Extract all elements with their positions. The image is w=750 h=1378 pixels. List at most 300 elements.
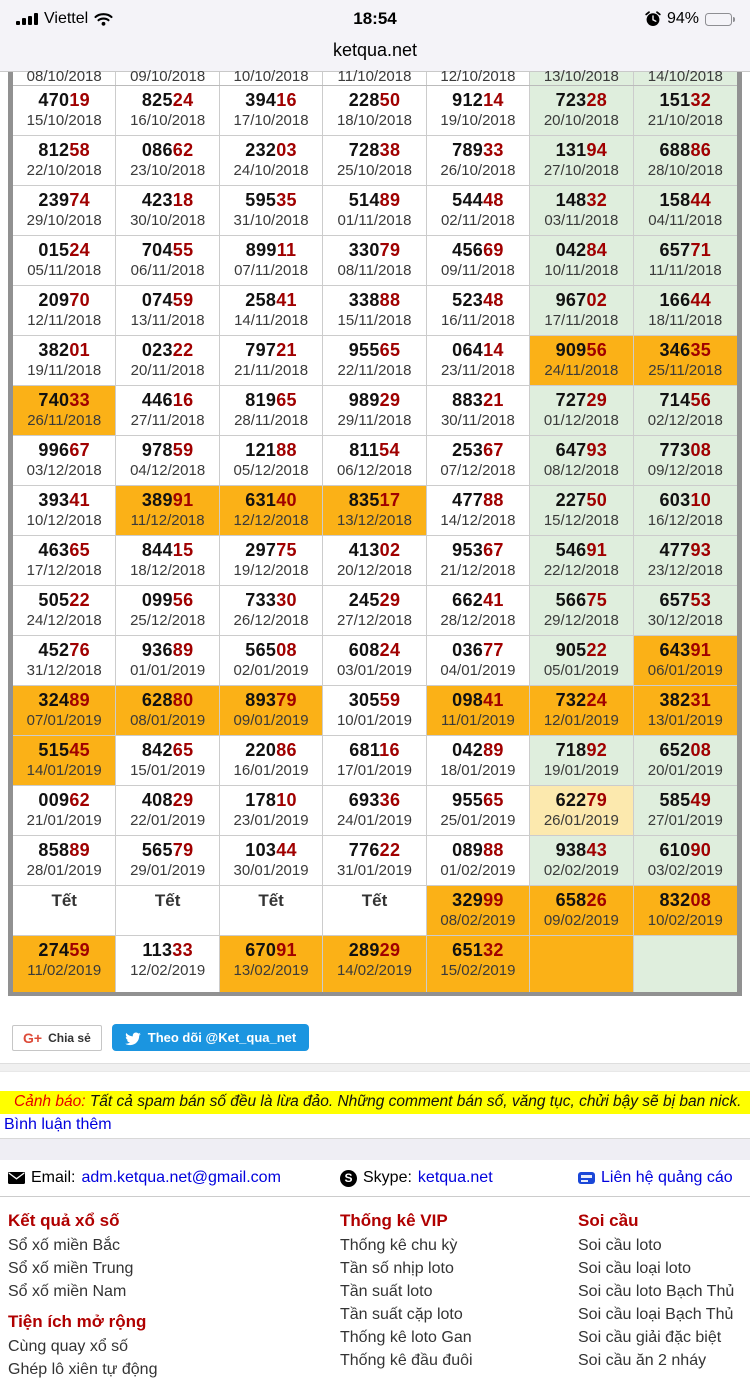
- result-cell[interactable]: [116, 586, 219, 635]
- result-date: 20/01/2019: [647, 762, 723, 779]
- result-date: 20/12/2018: [336, 562, 413, 579]
- result-date: 06/01/2019: [647, 662, 723, 679]
- result-cell[interactable]: [530, 436, 633, 485]
- result-number: 09841: [452, 690, 504, 710]
- result-cell[interactable]: [323, 186, 426, 235]
- result-number: 23203: [245, 140, 297, 160]
- result-number: 40829: [141, 790, 194, 810]
- result-date: 14/11/2018: [234, 312, 309, 329]
- result-cell[interactable]: [116, 286, 219, 335]
- result-number: 38231: [659, 690, 712, 710]
- result-cell[interactable]: [323, 786, 426, 835]
- result-cell[interactable]: [220, 886, 323, 935]
- result-cell[interactable]: [427, 586, 530, 635]
- result-cell[interactable]: [427, 236, 530, 285]
- result-date: 24/10/2018: [233, 162, 309, 179]
- result-cell[interactable]: [323, 486, 426, 535]
- result-cell[interactable]: [530, 236, 633, 285]
- result-cell[interactable]: [116, 686, 219, 735]
- result-date: 02/01/2019: [233, 662, 309, 679]
- footer-item[interactable]: Soi cầu loto Bạch Thủ: [578, 1283, 735, 1300]
- result-date: 28/12/2018: [440, 612, 516, 629]
- result-cell[interactable]: [427, 886, 530, 935]
- result-cell[interactable]: [220, 486, 323, 535]
- result-cell[interactable]: [13, 486, 116, 535]
- result-number: 59535: [245, 190, 297, 210]
- footer-item[interactable]: Ghép lô xiên tự động: [8, 1361, 158, 1378]
- result-number: 17810: [245, 790, 297, 810]
- result-number: 64391: [659, 640, 712, 660]
- result-cell[interactable]: [427, 136, 530, 185]
- result-date: 23/12/2018: [647, 562, 723, 579]
- footer-item[interactable]: Sổ xố miền Bắc: [8, 1237, 121, 1254]
- gplus-icon: G+: [23, 1029, 43, 1046]
- result-cell[interactable]: [116, 486, 219, 535]
- result-number: 79721: [245, 340, 297, 360]
- result-cell[interactable]: [13, 86, 116, 135]
- result-cell[interactable]: [220, 186, 323, 235]
- result-cell[interactable]: [634, 286, 737, 335]
- result-date: 18/11/2018: [648, 312, 723, 329]
- comments-link[interactable]: Bình luận thêm: [4, 1116, 112, 1133]
- ads-icon: [578, 1172, 595, 1184]
- result-cell[interactable]: [530, 68, 633, 85]
- result-number: 96702: [555, 290, 608, 310]
- result-cell[interactable]: [13, 786, 116, 835]
- result-number: 97859: [141, 440, 194, 460]
- result-cell[interactable]: [220, 336, 323, 385]
- result-date: 05/01/2019: [543, 662, 619, 679]
- result-number: 72729: [555, 390, 608, 410]
- result-date: 23/01/2019: [233, 812, 309, 829]
- result-number: 56579: [141, 840, 194, 860]
- footer-item[interactable]: Sổ xố miền Trung: [8, 1260, 134, 1277]
- result-date: 02/02/2019: [543, 862, 619, 879]
- result-cell[interactable]: [634, 886, 737, 935]
- result-date: 22/11/2018: [337, 362, 412, 379]
- result-number: 27459: [38, 940, 90, 960]
- result-cell[interactable]: [116, 336, 219, 385]
- result-date: 17/12/2018: [26, 562, 102, 579]
- result-cell[interactable]: [13, 336, 116, 385]
- result-cell[interactable]: [13, 586, 116, 635]
- result-cell[interactable]: [427, 786, 530, 835]
- result-date: 13/10/2018: [543, 68, 619, 85]
- result-cell[interactable]: [323, 86, 426, 135]
- result-cell[interactable]: [530, 186, 633, 235]
- result-number: 30559: [348, 690, 401, 710]
- result-date: 13/12/2018: [336, 512, 413, 529]
- result-date: 28/11/2018: [234, 412, 309, 429]
- result-date: 27/01/2019: [647, 812, 723, 829]
- result-date: 08/10/2018: [26, 68, 102, 85]
- result-cell[interactable]: [220, 386, 323, 435]
- result-date: 14/02/2019: [336, 962, 413, 979]
- result-date: 01/01/2019: [130, 662, 206, 679]
- result-cell[interactable]: [220, 586, 323, 635]
- table-row: [13, 336, 737, 386]
- result-cell[interactable]: [634, 586, 737, 635]
- result-cell[interactable]: [427, 286, 530, 335]
- result-cell[interactable]: [13, 68, 116, 85]
- result-cell[interactable]: [530, 86, 633, 135]
- result-date: 16/11/2018: [440, 312, 515, 329]
- result-date: 25/01/2019: [440, 812, 516, 829]
- result-date: 03/12/2018: [26, 462, 102, 479]
- result-cell[interactable]: [427, 536, 530, 585]
- result-date: 24/11/2018: [544, 362, 619, 379]
- skype-link[interactable]: ketqua.net: [417, 1169, 493, 1186]
- result-cell[interactable]: [220, 286, 323, 335]
- table-row: [13, 436, 737, 486]
- result-date: 08/12/2018: [543, 462, 619, 479]
- result-number: 98929: [348, 390, 401, 410]
- result-cell[interactable]: [116, 886, 219, 935]
- result-cell[interactable]: [13, 936, 116, 992]
- result-cell[interactable]: [323, 586, 426, 635]
- result-cell[interactable]: [427, 86, 530, 135]
- result-cell[interactable]: [427, 836, 530, 885]
- footer-section-header: Kết quả xổ số: [8, 1211, 120, 1230]
- result-cell[interactable]: [323, 286, 426, 335]
- result-number: 61090: [659, 840, 712, 860]
- result-cell[interactable]: [427, 686, 530, 735]
- result-number: 82524: [141, 90, 194, 110]
- result-number: 16644: [659, 290, 712, 310]
- result-cell[interactable]: [530, 536, 633, 585]
- result-cell[interactable]: [220, 236, 323, 285]
- footer-item[interactable]: Sổ xố miền Nam: [8, 1283, 127, 1300]
- result-date: 29/10/2018: [26, 212, 102, 229]
- result-number: 29775: [245, 540, 297, 560]
- result-date: 29/11/2018: [337, 412, 412, 429]
- battery-icon: [705, 13, 732, 26]
- result-cell[interactable]: [323, 636, 426, 685]
- footer-item[interactable]: Tần số nhịp loto: [340, 1260, 454, 1277]
- twitter-follow-label: Theo dõi @Ket_qua_net: [147, 1030, 297, 1045]
- page-title[interactable]: ketqua.net: [0, 38, 750, 72]
- result-cell[interactable]: [530, 336, 633, 385]
- footer-item[interactable]: Soi cầu giải đặc biệt: [578, 1329, 722, 1346]
- result-cell[interactable]: [116, 386, 219, 435]
- result-cell[interactable]: [634, 836, 737, 885]
- footer-item[interactable]: Cùng quay xổ số: [8, 1338, 129, 1355]
- table-row: [13, 136, 737, 186]
- result-number: 07459: [141, 290, 194, 310]
- result-number: 23974: [38, 190, 90, 210]
- email-link[interactable]: adm.ketqua.net@gmail.com: [81, 1169, 281, 1186]
- result-number: 03677: [452, 640, 504, 660]
- carrier-label: Viettel: [44, 10, 89, 27]
- result-number: 41302: [348, 540, 401, 560]
- result-number: 33888: [348, 290, 401, 310]
- gplus-share-button[interactable]: [12, 1025, 102, 1051]
- result-cell[interactable]: [220, 536, 323, 585]
- result-number: 09956: [141, 590, 194, 610]
- footer-item[interactable]: Soi cầu loại Bạch Thủ: [578, 1306, 734, 1323]
- result-cell[interactable]: [634, 86, 737, 135]
- twitter-follow-button[interactable]: [112, 1024, 309, 1051]
- result-number: 56508: [245, 640, 297, 660]
- result-cell[interactable]: [634, 436, 737, 485]
- result-cell[interactable]: [530, 836, 633, 885]
- result-cell[interactable]: [13, 686, 116, 735]
- footer-item[interactable]: Thống kê chu kỳ: [340, 1237, 458, 1254]
- result-number: 02322: [141, 340, 194, 360]
- result-date: 07/12/2018: [440, 462, 516, 479]
- result-cell[interactable]: [323, 736, 426, 785]
- result-cell[interactable]: [427, 186, 530, 235]
- result-date: 12/02/2019: [130, 962, 206, 979]
- result-cell[interactable]: [116, 936, 219, 992]
- result-cell[interactable]: [634, 686, 737, 735]
- result-number: 47793: [659, 540, 712, 560]
- result-date: 26/10/2018: [440, 162, 516, 179]
- result-date: 19/11/2018: [27, 362, 102, 379]
- result-number: 33079: [348, 240, 401, 260]
- result-number: 20970: [38, 290, 90, 310]
- result-cell[interactable]: [220, 836, 323, 885]
- footer-item[interactable]: Thống kê loto Gan: [340, 1329, 472, 1346]
- status-bar: [0, 0, 750, 38]
- result-date: 10/10/2018: [233, 68, 309, 85]
- result-date: 03/02/2019: [647, 862, 723, 879]
- result-date: 17/01/2019: [336, 762, 413, 779]
- result-number: 70455: [141, 240, 194, 260]
- result-date: 01/02/2019: [440, 862, 516, 879]
- result-cell[interactable]: [634, 236, 737, 285]
- result-cell[interactable]: [634, 736, 737, 785]
- result-cell[interactable]: [530, 736, 633, 785]
- result-date: 16/10/2018: [130, 112, 206, 129]
- result-cell[interactable]: [530, 136, 633, 185]
- result-cell[interactable]: [530, 686, 633, 735]
- result-cell[interactable]: [13, 436, 116, 485]
- result-number: 15844: [659, 190, 712, 210]
- result-cell[interactable]: [116, 86, 219, 135]
- result-date: 08/01/2019: [130, 712, 206, 729]
- footer-item[interactable]: Soi cầu ăn 2 nháy: [578, 1352, 707, 1369]
- email-label: Email:: [31, 1169, 76, 1186]
- result-cell[interactable]: [220, 736, 323, 785]
- result-number: 28929: [348, 940, 401, 960]
- result-cell[interactable]: [220, 936, 323, 992]
- result-cell[interactable]: [116, 136, 219, 185]
- result-number: 47788: [452, 490, 504, 510]
- result-number: 77308: [659, 440, 712, 460]
- result-number: 42318: [141, 190, 194, 210]
- result-date: 24/01/2019: [336, 812, 413, 829]
- result-cell[interactable]: [116, 436, 219, 485]
- result-cell[interactable]: [530, 636, 633, 685]
- table-row: [13, 86, 737, 136]
- result-number: 22086: [245, 740, 297, 760]
- result-number: 65826: [555, 890, 608, 910]
- result-cell[interactable]: [220, 686, 323, 735]
- result-date: 25/12/2018: [130, 612, 206, 629]
- result-number: 32999: [452, 890, 504, 910]
- result-cell[interactable]: [427, 436, 530, 485]
- result-cell[interactable]: [323, 536, 426, 585]
- result-number: 15132: [659, 90, 712, 110]
- result-date: 08/11/2018: [337, 262, 412, 279]
- result-cell[interactable]: [530, 486, 633, 535]
- result-cell[interactable]: [634, 636, 737, 685]
- result-cell[interactable]: [530, 586, 633, 635]
- result-cell[interactable]: [530, 286, 633, 335]
- result-number: 73330: [245, 590, 297, 610]
- result-date: 21/01/2019: [26, 812, 102, 829]
- result-cell[interactable]: [13, 736, 116, 785]
- browser-chrome: [0, 0, 750, 72]
- result-number: 72838: [348, 140, 401, 160]
- result-cell[interactable]: [427, 636, 530, 685]
- result-number: 84415: [141, 540, 194, 560]
- result-cell[interactable]: [427, 486, 530, 535]
- result-cell[interactable]: [220, 636, 323, 685]
- result-date: 28/01/2019: [26, 862, 102, 879]
- result-number: 91214: [452, 90, 504, 110]
- footer-section-header: Thống kê VIP: [340, 1211, 448, 1230]
- result-date: 22/10/2018: [26, 162, 102, 179]
- result-cell[interactable]: [220, 436, 323, 485]
- result-cell[interactable]: [323, 336, 426, 385]
- result-cell[interactable]: [220, 68, 323, 85]
- result-cell[interactable]: [634, 936, 737, 992]
- ads-link[interactable]: Liên hệ quảng cáo: [601, 1169, 733, 1186]
- warning-label: Cảnh báo:: [14, 1093, 86, 1110]
- footer-section-header: Tiện ích mở rộng: [8, 1312, 147, 1331]
- result-cell[interactable]: [13, 136, 116, 185]
- result-cell[interactable]: [634, 68, 737, 85]
- result-cell[interactable]: [427, 736, 530, 785]
- footer-item[interactable]: Soi cầu loại loto: [578, 1260, 691, 1277]
- footer-item[interactable]: Thống kê đầu đuôi: [340, 1352, 473, 1369]
- result-date: 18/01/2019: [440, 762, 516, 779]
- result-cell[interactable]: [13, 186, 116, 235]
- result-cell[interactable]: [220, 786, 323, 835]
- result-cell[interactable]: [13, 836, 116, 885]
- result-cell[interactable]: [323, 136, 426, 185]
- result-date: 31/01/2019: [336, 862, 413, 879]
- result-cell[interactable]: [13, 536, 116, 585]
- result-cell[interactable]: [13, 886, 116, 935]
- result-cell[interactable]: [530, 936, 633, 992]
- result-cell[interactable]: [634, 536, 737, 585]
- result-cell[interactable]: [116, 68, 219, 85]
- result-cell[interactable]: [530, 886, 633, 935]
- result-number: 34635: [659, 340, 712, 360]
- result-number: 93689: [141, 640, 194, 660]
- result-cell[interactable]: [116, 736, 219, 785]
- result-number: 65208: [659, 740, 712, 760]
- result-number: 46365: [38, 540, 90, 560]
- result-cell[interactable]: [427, 936, 530, 992]
- result-date: 11/01/2019: [440, 712, 515, 729]
- result-cell[interactable]: [116, 536, 219, 585]
- result-cell[interactable]: [220, 136, 323, 185]
- result-cell[interactable]: [323, 236, 426, 285]
- result-cell[interactable]: [427, 336, 530, 385]
- table-row: [13, 536, 737, 586]
- result-number: 65771: [659, 240, 712, 260]
- result-cell[interactable]: [427, 68, 530, 85]
- result-number: 67091: [245, 940, 297, 960]
- result-cell[interactable]: [116, 186, 219, 235]
- footer-item[interactable]: Tần suất loto: [340, 1283, 433, 1300]
- result-cell[interactable]: [634, 336, 737, 385]
- result-cell[interactable]: [13, 386, 116, 435]
- result-date: 19/10/2018: [440, 112, 516, 129]
- result-number: 88321: [452, 390, 504, 410]
- result-cell[interactable]: [220, 86, 323, 135]
- result-cell[interactable]: [116, 786, 219, 835]
- result-number: 08662: [141, 140, 194, 160]
- result-number: 65753: [659, 590, 712, 610]
- table-row: [13, 936, 737, 992]
- result-cell[interactable]: [634, 386, 737, 435]
- result-date: 17/10/2018: [233, 112, 309, 129]
- result-number: 81154: [349, 440, 400, 460]
- result-cell[interactable]: [530, 786, 633, 835]
- skype-group: [340, 1169, 578, 1187]
- result-cell[interactable]: [323, 686, 426, 735]
- result-date: 09/01/2019: [233, 712, 309, 729]
- result-cell[interactable]: [323, 436, 426, 485]
- result-number: 77622: [348, 840, 401, 860]
- result-date: 10/11/2018: [544, 262, 619, 279]
- result-date: 02/11/2018: [440, 212, 515, 229]
- result-cell[interactable]: [634, 136, 737, 185]
- result-number: 39416: [245, 90, 297, 110]
- result-number: 71892: [555, 740, 608, 760]
- result-cell[interactable]: [634, 786, 737, 835]
- footer-column: [340, 1199, 578, 1369]
- tet-label: Tết: [258, 891, 284, 910]
- result-date: 20/11/2018: [130, 362, 205, 379]
- result-cell[interactable]: [427, 386, 530, 435]
- result-date: 04/01/2019: [440, 662, 516, 679]
- result-cell[interactable]: [13, 236, 116, 285]
- result-cell[interactable]: [116, 236, 219, 285]
- result-date: 09/02/2019: [543, 912, 619, 929]
- result-cell[interactable]: [13, 636, 116, 685]
- result-cell[interactable]: [530, 386, 633, 435]
- footer-item[interactable]: Soi cầu loto: [578, 1237, 662, 1254]
- result-cell[interactable]: [634, 486, 737, 535]
- result-cell[interactable]: [323, 386, 426, 435]
- result-cell[interactable]: [13, 286, 116, 335]
- result-date: 11/02/2019: [27, 962, 102, 979]
- result-cell[interactable]: [116, 836, 219, 885]
- result-cell[interactable]: [323, 68, 426, 85]
- result-cell[interactable]: [323, 836, 426, 885]
- result-cell[interactable]: [116, 636, 219, 685]
- result-number: 08988: [452, 840, 504, 860]
- result-date: 11/12/2018: [130, 512, 205, 529]
- result-cell[interactable]: [634, 186, 737, 235]
- result-date: 09/12/2018: [647, 462, 723, 479]
- tet-label: Tết: [361, 891, 388, 910]
- result-date: 08/02/2019: [440, 912, 516, 929]
- result-number: 32489: [38, 690, 90, 710]
- result-date: 25/10/2018: [336, 162, 413, 179]
- result-number: 68116: [349, 740, 400, 760]
- result-date: 21/10/2018: [647, 112, 723, 129]
- result-cell[interactable]: [323, 886, 426, 935]
- result-cell[interactable]: [323, 936, 426, 992]
- footer-item[interactable]: Tần suất cặp loto: [340, 1306, 463, 1323]
